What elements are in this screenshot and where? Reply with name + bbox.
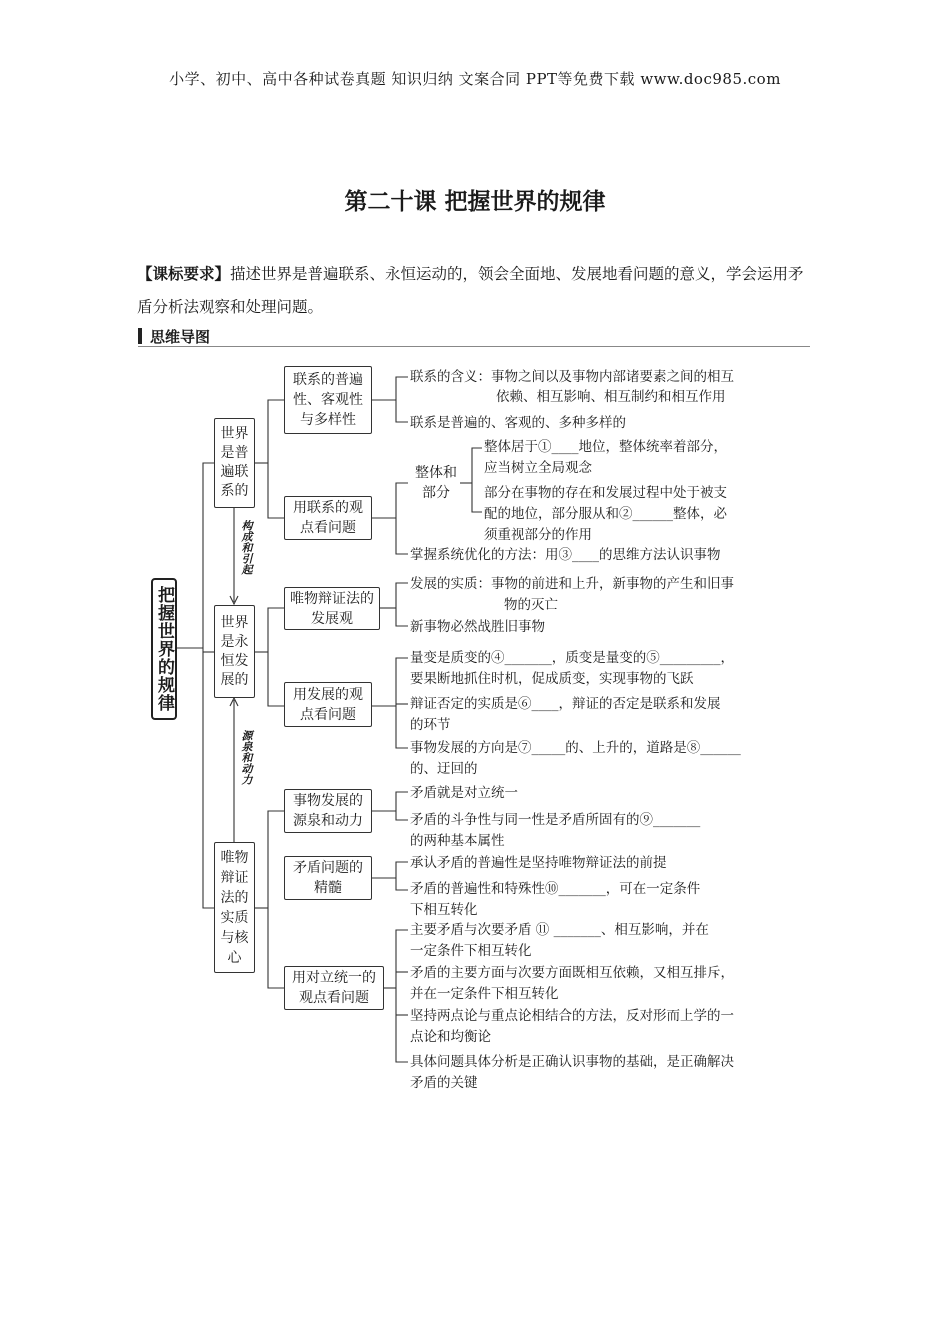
leaf-universality-particularity-cont: 下相互转化 xyxy=(410,902,478,918)
page-header: 小学、初中、高中各种试卷真题 知识归纳 文案合同 PPT等免费下载 www.doc985.com xyxy=(169,70,781,88)
leaf-connection-universal: 联系是普遍的、客观的、多种多样的 xyxy=(410,415,626,431)
node-label: 用发展的观点看问题 xyxy=(293,686,363,723)
node-unity-opposites-view xyxy=(284,966,384,1010)
node-source-driving-force xyxy=(284,789,372,833)
node-eternal-development xyxy=(214,605,255,698)
node-label: 唯物辩证法的实质与核心 xyxy=(220,849,249,966)
node-label: 用联系的观点看问题 xyxy=(293,500,363,536)
node-label: 矛盾问题的精髓 xyxy=(293,860,363,896)
leaf-main-aspect: 矛盾的主要方面与次要方面既相互依赖，又相互排斥， xyxy=(410,965,734,981)
leaf-development-essence: 发展的实质：事物的前进和上升，新事物的产生和旧事 xyxy=(410,576,734,592)
node-connection-properties xyxy=(284,366,372,434)
leaf-main-aspect-cont: 并在一定条件下相互转化 xyxy=(410,986,559,1002)
side-label-constitute: 构成和引起 xyxy=(240,520,253,575)
node-label: 世界是普遍联系的 xyxy=(220,426,249,499)
leaf-quantity-quality-cont: 要果断地抓住时机，促成质变，实现事物的飞跃 xyxy=(410,671,694,687)
leaf-whole-dominant: 整体居于①____地位，整体统率着部分， xyxy=(484,439,727,455)
node-view-development xyxy=(284,682,372,727)
node-label: 用对立统一的观点看问题 xyxy=(292,970,376,1006)
leaf-dialectical-negation: 辩证否定的实质是⑥____，辩证的否定是联系和发展 xyxy=(410,696,721,712)
leaf-connection-meaning-cont: 依赖、相互影响、相互制约和相互作用 xyxy=(496,389,726,405)
leaf-struggle-identity: 矛盾的斗争性与同一性是矛盾所固有的⑨_______ xyxy=(410,812,701,828)
node-dialectics-core xyxy=(214,842,255,973)
leaf-two-point-theory: 坚持两点论与重点论相结合的方法，反对形而上学的一 xyxy=(410,1008,734,1024)
leaf-whole-dominant-cont: 应当树立全局观念 xyxy=(484,460,592,476)
leaf-development-direction: 事物发展的方向是⑦_____的、上升的，道路是⑧______ xyxy=(410,740,741,756)
leaf-system-optimization: 掌握系统优化的方法：用③____的思维方法认识事物 xyxy=(410,547,721,563)
leaf-universality-particularity: 矛盾的普遍性和特殊性⑩_______，可在一定条件 xyxy=(410,881,701,897)
leaf-concrete-analysis-cont: 矛盾的关键 xyxy=(410,1075,478,1091)
node-whole-and-part: 整体和部分 xyxy=(415,465,457,501)
leaf-concrete-analysis: 具体问题具体分析是正确认识事物的基础，是正确解决 xyxy=(410,1054,734,1070)
leaf-development-direction-cont: 的、迂回的 xyxy=(410,761,478,777)
leaf-principal-secondary-cont: 一定条件下相互转化 xyxy=(410,943,532,959)
leaf-development-essence-cont: 物的灭亡 xyxy=(504,597,558,613)
leaf-two-point-theory-cont: 点论和均衡论 xyxy=(410,1029,491,1045)
node-development-view xyxy=(284,587,380,630)
leaf-quantity-quality: 量变是质变的④_______，质变是量变的⑤_________， xyxy=(410,650,734,666)
leaf-part-role: 部分在事物的存在和发展过程中处于被支 xyxy=(484,485,727,501)
leaf-connection-meaning: 联系的含义：事物之间以及事物内部诸要素之间的相互 xyxy=(410,369,734,385)
lesson-title: 第二十课 把握世界的规律 xyxy=(344,189,606,215)
root-label: 把握世界的规律 xyxy=(154,586,174,712)
section-title: 思维导图 xyxy=(150,328,211,346)
leaf-new-things-win: 新事物必然战胜旧事物 xyxy=(410,619,545,635)
side-label-source: 源泉和动力 xyxy=(240,730,253,785)
root-node xyxy=(151,578,177,720)
leaf-contradiction-unity: 矛盾就是对立统一 xyxy=(410,785,518,801)
node-label: 联系的普遍性、客观性与多样性 xyxy=(293,372,363,428)
node-label: 唯物辩证法的发展观 xyxy=(290,590,374,627)
leaf-struggle-identity-cont: 的两种基本属性 xyxy=(410,833,505,849)
node-contradiction-essence xyxy=(284,856,372,900)
requirement-label: 【课标要求】 xyxy=(137,265,231,283)
node-view-connection xyxy=(284,496,372,540)
leaf-part-role-cont2: 须重视部分的作用 xyxy=(484,527,592,543)
leaf-universality-premise: 承认矛盾的普遍性是坚持唯物辩证法的前提 xyxy=(410,855,667,871)
leaf-part-role-cont: 配的地位，部分服从和②______整体，必 xyxy=(484,506,727,522)
node-label: 事物发展的源泉和动力 xyxy=(293,793,363,829)
leaf-principal-secondary: 主要矛盾与次要矛盾 ⑪ _______、相互影响，并在 xyxy=(410,922,709,938)
node-label: 世界是永恒发展的 xyxy=(220,614,249,688)
node-universal-connection xyxy=(214,418,255,508)
requirement-text: 描述世界是普遍联系、永恒运动的，领会全面地、发展地看问题的意义，学会运用矛盾分析法观察和处理问题。 xyxy=(137,265,804,316)
leaf-dialectical-negation-cont: 的环节 xyxy=(410,717,451,733)
